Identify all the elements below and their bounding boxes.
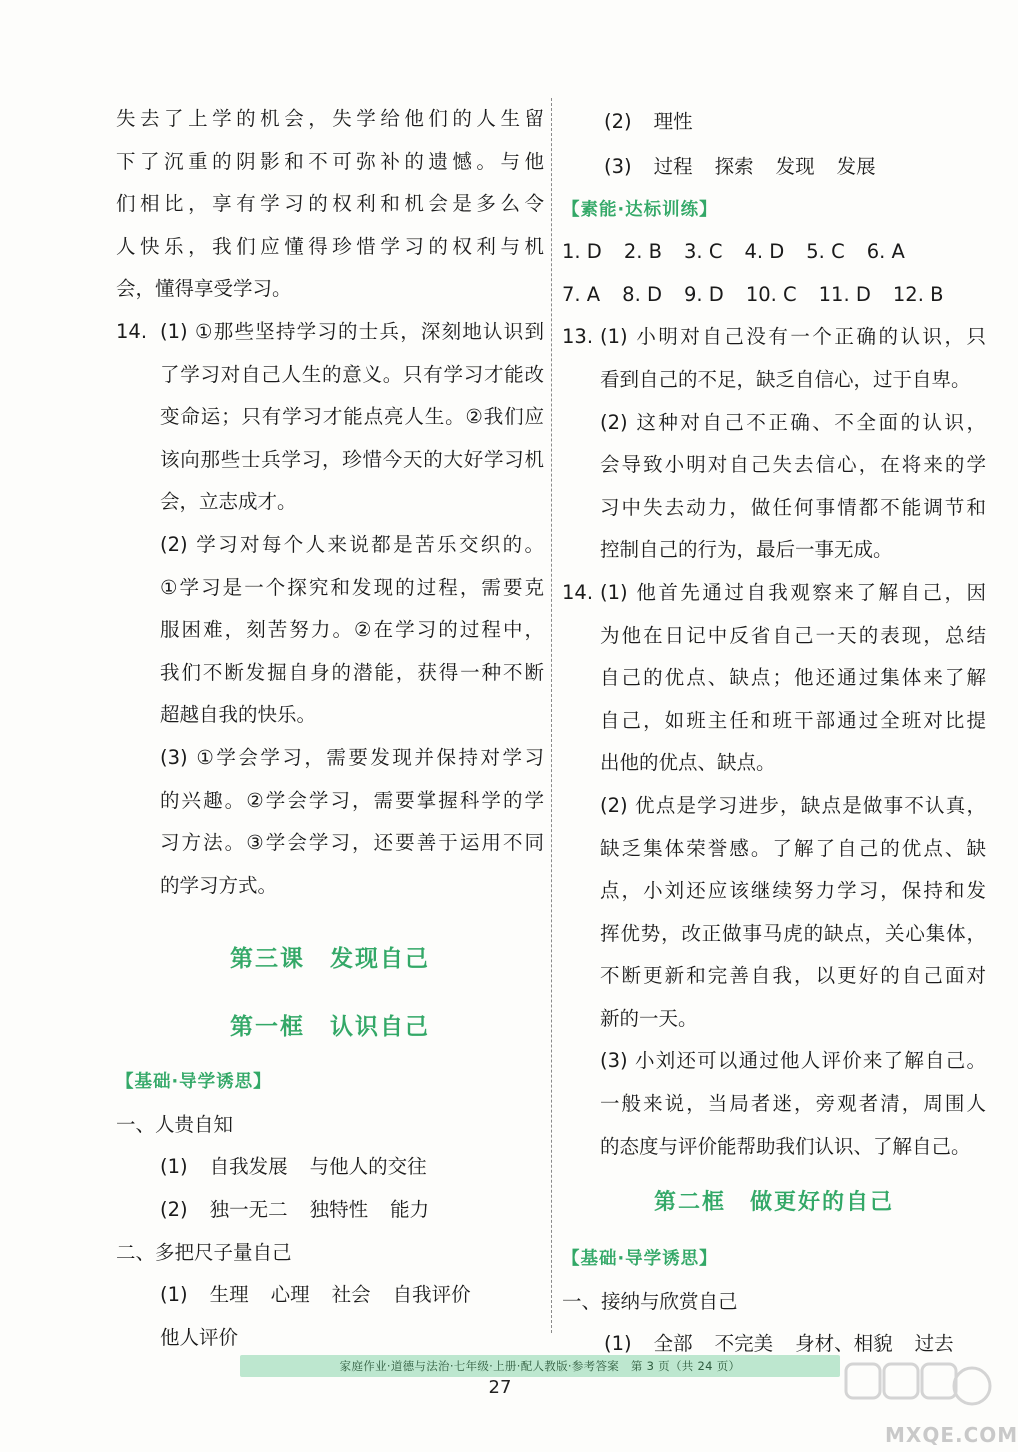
text-line: 挥优势，改正做事马虎的缺点，关心集体，	[600, 921, 986, 945]
text-line: 控制自己的行为，最后一事无成。	[600, 538, 893, 562]
section-tag: 【基础·导学诱思】	[116, 1072, 272, 1093]
text-line: 的学习方式。	[160, 873, 278, 897]
text-line: 超越自我的快乐。	[160, 703, 317, 727]
answer-text: (1) 他首先通过自我观察来了解自己，因	[600, 580, 986, 604]
text-line: 为他在日记中反省自己一天的表现，总结	[600, 623, 986, 647]
part-title: 一、接纳与欣赏自己	[562, 1289, 738, 1313]
answer-text: (1) 小明对自己没有一个正确的认识，只	[600, 325, 986, 349]
answer-term: 发展	[836, 155, 876, 178]
text-line: 失去了上学的机会，失学给他们的人生留	[116, 107, 544, 130]
section-tag: 【基础·导学诱思】	[562, 1249, 718, 1270]
question-14-part-1	[562, 572, 986, 785]
footer-banner: 家庭作业·道德与法治·七年级·上册·配人教版·参考答案 第 3 页（共 24 页）	[240, 1355, 840, 1377]
answer-term: 全部	[653, 1332, 693, 1356]
text-line: (2) 这种对自己不正确、不全面的认识，	[600, 410, 986, 434]
text-line: 变命运；只有学习才能点亮人生。②我们应	[160, 405, 544, 429]
answer-term: 生理	[209, 1283, 249, 1307]
answer-index: (2)	[160, 1198, 188, 1222]
text-line: 下了沉重的阴影和不可弥补的遗憾。与他	[116, 149, 544, 173]
text-line: 我们不断发掘自身的潜能，获得一种不断	[160, 660, 544, 684]
answer-row	[562, 274, 986, 317]
answer-term: 理性	[653, 110, 693, 133]
fill-answers	[562, 146, 986, 189]
answer-index: (1)	[160, 1283, 188, 1307]
choice-answer: 6. A	[866, 240, 905, 264]
page-number: 27	[488, 1377, 512, 1398]
fill-answers	[116, 1189, 544, 1232]
right-column	[562, 98, 986, 1366]
text-line: 习方法。③学会学习，还要善于运用不同	[160, 831, 544, 855]
answer-text: (1) ①那些坚持学习的士兵，深刻地认识到	[160, 319, 544, 343]
answer-term: 不完美	[714, 1332, 774, 1356]
question-number: 13.	[562, 325, 594, 349]
text-line: 了学习对自己人生的意义。只有学习才能改	[160, 362, 544, 386]
answer-index: (1)	[160, 1155, 188, 1179]
answer-term: 自我评价	[392, 1283, 471, 1307]
fill-answers: 他人评价	[160, 1325, 239, 1349]
text-line: 习中失去动力，做任何事情都不能调节和	[600, 495, 986, 519]
question-13-part-1	[562, 316, 986, 401]
choice-answer: 5. C	[806, 240, 845, 264]
choice-answer: 3. C	[684, 240, 723, 264]
text-line: 的态度与评价能帮助我们认识、了解自己。	[600, 1134, 971, 1158]
answer-term: 独特性	[309, 1198, 369, 1222]
text-line: 出他的优点、缺点。	[600, 751, 776, 775]
answer-term: 身材、相貌	[795, 1332, 893, 1356]
text-line: 缺乏集体荣誉感。了解了自己的优点、缺	[600, 836, 986, 860]
question-14-part-1	[116, 311, 544, 524]
text-line: 会，懂得享受学习。	[116, 277, 292, 301]
answer-term: 探索	[714, 155, 754, 178]
text-line: (3) 小刘还可以通过他人评价来了解自己。	[600, 1049, 986, 1073]
text-line: (3) ①学会学习，需要发现并保持对学习	[160, 745, 544, 769]
question-14-part-3	[562, 1040, 986, 1168]
text-line: 自己，如班主任和班干部通过全班对比提	[600, 708, 986, 732]
answer-index: (3)	[604, 155, 632, 178]
choice-answer: 7. A	[562, 282, 601, 306]
fill-answers	[116, 1274, 544, 1317]
paragraph-continued	[116, 98, 544, 311]
choice-answer: 8. D	[622, 282, 662, 306]
fill-answers	[116, 1146, 544, 1189]
choice-answer: 10. C	[745, 282, 797, 306]
question-13-part-2	[562, 402, 986, 572]
choice-answer: 9. D	[683, 282, 724, 306]
answer-term: 过去	[914, 1332, 954, 1356]
answer-term: 自我发展	[209, 1155, 288, 1179]
text-line: 服困难，刻苦努力。②在学习的过程中，	[160, 618, 544, 642]
question-number: 14.	[562, 580, 594, 604]
lesson-title: 第三课 发现自己	[230, 946, 430, 973]
text-line	[562, 316, 986, 359]
section-tag: 【素能·达标训练】	[562, 199, 718, 220]
part-title: 一、人贵自知	[116, 1112, 234, 1136]
answer-term: 心理	[270, 1283, 310, 1307]
text-line: 不断更新和完善自我，以更好的自己面对	[600, 964, 986, 988]
text-line: 看到自己的不足，缺乏自信心，过于自卑。	[600, 367, 971, 391]
text-line: 的兴趣。②学会学习，需要掌握科学的学	[160, 788, 544, 812]
text-line: (2) 优点是学习进步，缺点是做事不认真，	[600, 793, 986, 817]
part-title: 二、多把尺子量自己	[116, 1240, 292, 1264]
text-line: 自己的优点、缺点；他还通过集体来了解	[600, 666, 986, 690]
text-line: 人快乐，我们应懂得珍惜学习的权利与机	[116, 234, 544, 258]
question-14-part-2	[116, 524, 544, 737]
text-line: 会导致小明对自己失去信心，在将来的学	[600, 453, 986, 477]
left-column	[116, 98, 544, 1359]
question-14-part-3	[116, 737, 544, 907]
answer-term: 社会	[331, 1283, 371, 1307]
answer-term: 过程	[653, 155, 693, 178]
text-line: 一般来说，当局者迷，旁观者清，周围人	[600, 1092, 986, 1116]
text-line: ①学习是一个探究和发现的过程，需要克	[160, 575, 544, 599]
choice-answer: 4. D	[744, 240, 785, 264]
answer-term: 发现	[775, 155, 815, 178]
frame-title: 第一框 认识自己	[230, 1014, 430, 1041]
frame-title: 第二框 做更好的自己	[653, 1190, 894, 1216]
fill-answers	[562, 98, 986, 146]
answer-index: (1)	[604, 1332, 632, 1356]
answer-index: (2)	[604, 110, 632, 133]
column-divider	[551, 98, 552, 1333]
choice-answer: 1. D	[562, 240, 602, 264]
watermark-text: MXQE.COM	[885, 1423, 1018, 1447]
text-line: 新的一天。	[600, 1006, 698, 1030]
text-line: 会，立志成才。	[160, 490, 297, 514]
answer-term: 独一无二	[209, 1198, 288, 1222]
question-number: 14.	[116, 319, 148, 343]
text-line: 们相比，享有学习的权利和机会是多么令	[116, 192, 544, 216]
choice-answer: 11. D	[818, 282, 871, 306]
answer-row	[562, 231, 986, 274]
text-line: 该向那些士兵学习，珍惜今天的大好学习机	[160, 447, 544, 471]
text-line: (2) 学习对每个人来说都是苦乐交织的。	[160, 532, 544, 556]
choice-answer: 12. B	[892, 282, 944, 306]
text-line: 点，小刘还应该继续努力学习，保持和发	[600, 879, 986, 903]
question-14-part-2	[562, 785, 986, 1041]
text-line	[116, 311, 544, 354]
text-line	[562, 572, 986, 615]
answer-term: 与他人的交往	[309, 1155, 427, 1179]
choice-answer: 2. B	[623, 240, 663, 264]
answer-term: 能力	[390, 1198, 430, 1222]
